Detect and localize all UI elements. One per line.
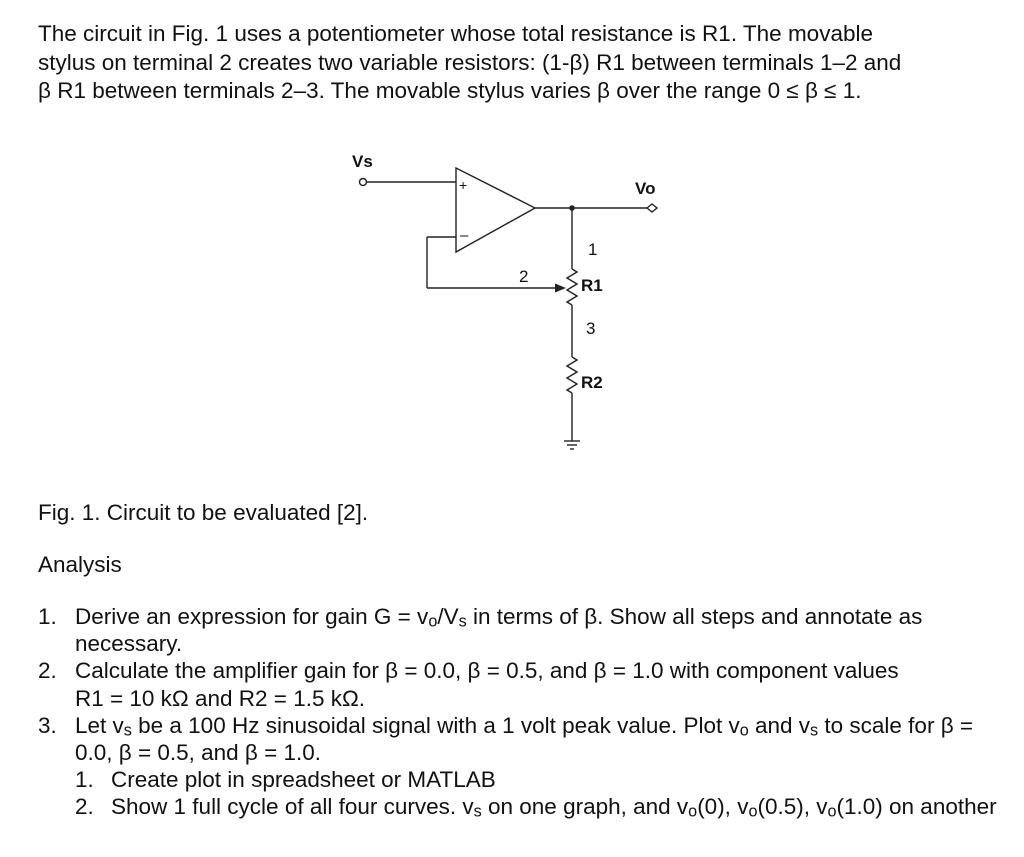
- figure-caption: Fig. 1. Circuit to be evaluated [2].: [38, 500, 369, 525]
- subscript: s: [810, 721, 819, 740]
- wiper-arrow: [555, 284, 566, 293]
- item-text: be a 100 Hz sinusoidal signal with a 1 volt peak value. Plot v: [131, 712, 740, 738]
- r1-resistor: [567, 269, 577, 305]
- intro-line-1: The circuit in Fig. 1 uses a potentiometer whose total resistance is R1. The movable: [38, 21, 873, 46]
- circuit-figure: [330, 145, 690, 465]
- r1-label: R1: [581, 276, 603, 295]
- intro-line-2: stylus on terminal 2 creates two variable resistors: (1-β) R1 between terminals 1–2 and: [38, 49, 902, 75]
- vo-terminal: [647, 204, 657, 212]
- item-text: Let v: [75, 712, 124, 738]
- item-text: in terms of β. Show all steps and annotate as necessary.: [75, 604, 923, 657]
- list-item: [38, 712, 998, 821]
- sub-item-text: (0.5), v: [757, 794, 828, 820]
- item-number: 2.: [38, 658, 57, 684]
- item-number: 1.: [38, 604, 57, 629]
- sub-item-number: 1.: [75, 767, 94, 793]
- list-item: [38, 657, 998, 711]
- vs-label: Vs: [352, 152, 373, 171]
- subscript: s: [473, 802, 482, 821]
- sub-item-text: on one graph, and v: [481, 794, 689, 820]
- item-text: and v: [748, 712, 811, 738]
- terminal-1-label: 1: [588, 240, 598, 259]
- subscript: o: [739, 721, 749, 740]
- vo-label: Vo: [635, 179, 656, 198]
- list-item: [38, 603, 998, 657]
- item-number: 3.: [38, 712, 57, 738]
- item-text: R1 = 10 kΩ and R2 = 1.5 kΩ.: [75, 685, 366, 711]
- sub-item-text: Show 1 full cycle of all four curves. v: [111, 794, 474, 820]
- problem-statement: [38, 20, 998, 106]
- section-heading: Analysis: [38, 552, 122, 577]
- junction-dot: [569, 205, 575, 211]
- sub-item-text: Create plot in spreadsheet or MATLAB: [111, 767, 496, 793]
- item-text: Calculate the amplifier gain for β = 0.0, β = 0.5, and β = 1.0 with component values: [75, 658, 899, 684]
- subscript: s: [123, 721, 132, 740]
- subscript: o: [688, 802, 698, 821]
- item-text: /V: [437, 604, 459, 629]
- terminal-3-label: 3: [586, 319, 596, 338]
- r2-resistor: [567, 357, 577, 393]
- sub-list-item: [75, 793, 998, 820]
- item-text: Derive an expression for gain G = v: [75, 604, 429, 629]
- minus-label: –: [460, 227, 469, 244]
- sub-item-number: 2.: [75, 794, 94, 820]
- subscript: o: [827, 802, 837, 821]
- vs-terminal: [360, 179, 367, 186]
- subscript: o: [428, 612, 438, 631]
- sub-item-text: (0), v: [697, 794, 749, 820]
- sub-list-item: [75, 766, 998, 793]
- task-list: [38, 603, 998, 821]
- terminal-2-label: 2: [519, 267, 529, 286]
- plus-label: +: [459, 177, 468, 193]
- circuit-diagram: [330, 145, 690, 465]
- r2-label: R2: [581, 373, 603, 392]
- subscript: s: [458, 612, 467, 631]
- intro-line-3: β R1 between terminals 2–3. The movable stylus varies β over the range 0 ≤ β ≤ 1.: [38, 78, 862, 103]
- subscript: o: [748, 802, 758, 821]
- sub-item-text: (1.0) on another: [836, 794, 997, 820]
- item-text: to scale for β = 0.0, β = 0.5, and β = 1.0.: [75, 712, 974, 766]
